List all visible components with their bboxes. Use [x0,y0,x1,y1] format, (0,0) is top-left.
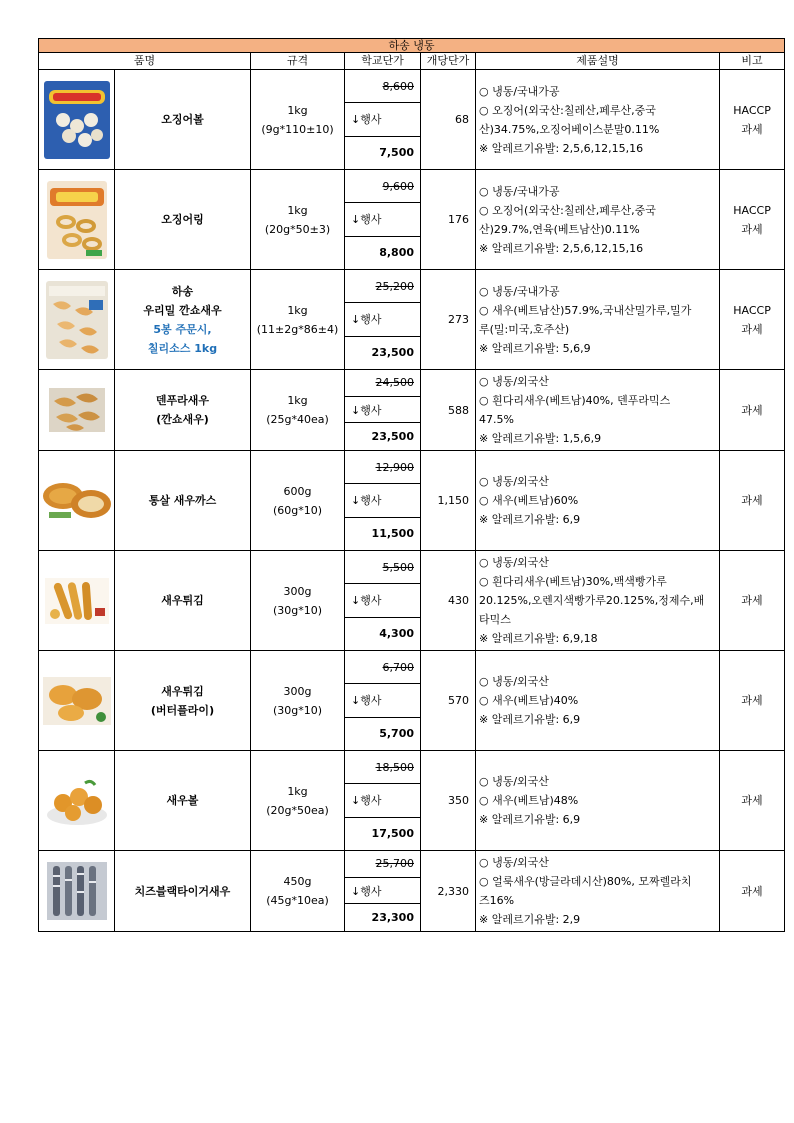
product-spec [251,851,345,932]
header-description: 제품설명 [476,53,720,70]
unit-price: 176 [421,170,476,270]
desc-line: ○ 냉동/국내가공 [479,184,560,198]
original-price-box [345,70,420,103]
sale-price: 23,300 [371,910,414,924]
spec-line: 300g [283,584,312,598]
desc-line: ○ 오징어(외국산:칠레산,페루산,중국 [479,103,656,117]
product-spec [251,751,345,851]
event-label: ↓행사 [345,784,420,817]
product-row [39,751,785,851]
product-name [115,451,251,551]
shrimp-bag-image [39,280,114,360]
spec-line: 600g [283,484,312,498]
product-spec [251,270,345,370]
original-price: 5,500 [382,560,414,574]
spec-line: (9g*110±10) [261,122,334,136]
desc-line: ※ 알레르기유발: 2,5,6,12,15,16 [479,241,644,255]
tiger-shrimp-image [39,862,114,920]
original-price: 12,900 [375,460,414,474]
original-price-box [345,751,420,784]
desc-line: 산)29.7%,연육(베트남산)0.11% [479,222,640,236]
spec-line: (25g*40ea) [266,413,329,426]
product-name-line: (버터플라이) [150,703,215,717]
product-description [476,551,720,651]
spec-line: 450g [283,875,312,888]
note-line: HACCP [733,203,771,217]
product-note [720,451,785,551]
product-note [720,70,785,170]
note-line: 과세 [741,403,763,417]
desc-line: 루(밀:미국,호주산) [479,322,570,336]
product-row [39,651,785,751]
product-row [39,170,785,270]
spec-line: (30g*10) [272,603,323,617]
product-description [476,270,720,370]
original-price: 25,700 [375,857,414,871]
product-name [115,651,251,751]
desc-line: 산)34.75%,오징어베이스분말0.11% [479,122,660,136]
desc-line: ※ 알레르기유발: 6,9 [479,713,581,726]
product-name-line: 덴푸라새우 [155,394,210,407]
note-line: 과세 [741,694,763,707]
desc-line: ※ 알레르기유발: 1,5,6,9 [479,432,602,445]
header-school-price: 학교단가 [345,53,421,70]
school-price-cell [345,370,421,451]
desc-line: ※ 알레르기유발: 2,5,6,12,15,16 [479,141,644,155]
product-description [476,751,720,851]
desc-line: ○ 냉동/외국산 [479,775,549,788]
spec-line: 1kg [287,394,308,407]
product-description [476,370,720,451]
spec-line: 1kg [287,203,308,217]
desc-line: ○ 흰다리새우(베트남)40%, 덴푸라믹스 [479,394,671,407]
school-price-cell [345,851,421,932]
original-price-box [345,370,420,397]
product-description [476,70,720,170]
note-line: HACCP [733,103,771,117]
product-row [39,551,785,651]
school-price-cell [345,551,421,651]
product-row [39,270,785,370]
product-spec [251,451,345,551]
shrimp-ball-image [39,775,114,827]
header-unit-price: 개당단가 [421,53,476,70]
desc-line: ○ 냉동/외국산 [479,675,549,688]
unit-price: 570 [421,651,476,751]
product-description [476,851,720,932]
sale-price: 11,500 [371,527,414,541]
sale-price: 5,700 [379,727,414,741]
sale-price: 23,500 [371,429,414,443]
shrimp-cutlet-image [39,478,114,524]
squid-ring-bag-image [39,180,114,260]
original-price: 6,700 [382,660,414,674]
product-note [720,270,785,370]
product-note [720,370,785,451]
desc-line: ※ 알레르기유발: 6,9 [479,813,581,826]
product-name-line: 오징어링 [161,213,204,226]
product-note [720,651,785,751]
product-name [115,551,251,651]
blue-line: 칠리소스 1kg [147,341,218,355]
sale-price: 4,300 [379,627,414,641]
product-image-cell [39,851,115,932]
spec-line: 1kg [287,303,308,317]
note-line: 과세 [741,122,763,136]
event-label: ↓행사 [345,584,420,617]
spec-line: (45g*10ea) [266,894,329,907]
product-name [115,70,251,170]
desc-line: ○ 냉동/외국산 [479,556,549,569]
header-spec: 규격 [251,53,345,70]
unit-price: 350 [421,751,476,851]
note-line: HACCP [733,303,771,317]
product-name-line: 하송 [171,284,194,298]
product-description [476,451,720,551]
product-name [115,851,251,932]
product-image-cell [39,270,115,370]
unit-price: 2,330 [421,851,476,932]
original-price-box [345,170,420,203]
school-price-cell [345,451,421,551]
product-image-cell [39,370,115,451]
product-spec [251,370,345,451]
event-label: ↓행사 [345,684,420,717]
product-note [720,751,785,851]
product-image-cell [39,451,115,551]
product-price-table [38,38,785,932]
desc-line: ※ 알레르기유발: 6,9,18 [479,632,598,645]
unit-price: 273 [421,270,476,370]
original-price-box [345,451,420,484]
spec-line: (11±2g*86±4) [256,322,339,336]
spec-line: (20g*50ea) [266,803,329,817]
spec-line: 300g [283,684,312,698]
product-row [39,70,785,170]
desc-line: 즈16% [479,894,515,907]
note-line: 과세 [741,322,763,336]
product-name-line: 새우튀김 [161,594,204,607]
event-label: ↓행사 [345,878,420,905]
note-line: 과세 [741,494,763,507]
spec-line: (60g*10) [272,503,323,517]
original-price-box [345,851,420,878]
original-price: 25,200 [375,279,414,293]
original-price: 24,500 [375,376,414,390]
school-price-cell [345,270,421,370]
desc-line: ※ 알레르기유발: 2,9 [479,913,581,926]
event-label: ↓행사 [345,303,420,336]
product-note [720,851,785,932]
event-label: ↓행사 [345,397,420,424]
note-line: 과세 [741,222,763,236]
unit-price: 68 [421,70,476,170]
product-name [115,270,251,370]
original-price: 8,600 [382,79,414,93]
note-line: 과세 [741,594,763,607]
product-name-line: 통살 새우까스 [148,494,217,507]
tempura-shrimp-image [39,387,114,433]
spec-line: 1kg [287,784,308,798]
note-line: 과세 [741,794,763,807]
desc-line: 타믹스 [479,613,511,626]
product-note [720,170,785,270]
butterfly-shrimp-image [39,677,114,725]
school-price-cell [345,170,421,270]
spec-line: (20g*50±3) [264,222,331,236]
note-line: 과세 [741,884,763,898]
unit-price: 1,150 [421,451,476,551]
spec-line: (30g*10) [272,703,323,717]
product-spec [251,651,345,751]
product-spec [251,551,345,651]
sale-price: 23,500 [371,346,414,360]
product-name-line: 우리밀 깐쇼새우 [143,303,222,317]
fried-shrimp-image [39,578,114,624]
header-product-name: 품명 [39,53,251,70]
original-price-box [345,551,420,584]
product-name [115,751,251,851]
product-name-line: 새우튀김 [161,684,204,698]
school-price-cell [345,651,421,751]
event-label: ↓행사 [345,484,420,517]
product-name-line: 오징어볼 [161,113,204,126]
desc-line: ※ 알레르기유발: 6,9 [479,513,581,526]
product-description [476,651,720,751]
desc-line: ※ 알레르기유발: 5,6,9 [479,341,591,355]
school-price-cell [345,70,421,170]
desc-line: ○ 새우(베트남산)57.9%,국내산밀가루,밀가 [479,303,692,317]
product-note [720,551,785,651]
product-image-cell [39,70,115,170]
desc-line: ○ 냉동/외국산 [479,375,549,388]
squid-ball-bag-image [39,80,114,160]
desc-line: ○ 새우(베트남)40% [479,694,579,707]
event-label: ↓행사 [345,103,420,136]
unit-price: 588 [421,370,476,451]
product-image-cell [39,651,115,751]
original-price: 9,600 [382,179,414,193]
product-description [476,170,720,270]
product-row [39,370,785,451]
desc-line: ○ 얼룩새우(방글라데시산)80%, 모짜렐라치 [479,875,692,888]
original-price-box [345,651,420,684]
desc-line: ○ 냉동/국내가공 [479,84,560,98]
product-spec [251,170,345,270]
product-name-line: 치즈블랙타이거새우 [134,884,231,898]
desc-line: ○ 흰다리새우(베트남)30%,백색빵가루 [479,575,667,588]
desc-line: ○ 냉동/국내가공 [479,284,560,298]
sale-price: 7,500 [379,146,414,160]
product-name-line: 새우볼 [166,794,199,807]
desc-line: ○ 냉동/외국산 [479,856,549,869]
desc-line: ○ 새우(베트남)60% [479,494,579,507]
sale-price: 8,800 [379,246,414,260]
spec-line: 1kg [287,103,308,117]
desc-line: 47.5% [479,413,514,426]
desc-line: ○ 오징어(외국산:칠레산,페루산,중국 [479,203,656,217]
original-price-box [345,270,420,303]
desc-line: ○ 새우(베트남)48% [479,794,579,807]
product-name [115,170,251,270]
product-name-line: (깐쇼새우) [156,413,209,426]
product-name [115,370,251,451]
header-note: 비고 [720,53,785,70]
school-price-cell [345,751,421,851]
desc-line: 20.125%,오렌지색빵가루20.125%,정제수,배 [479,594,705,607]
blue-line: 5봉 주문시, [153,322,212,336]
product-row [39,851,785,932]
sale-price: 17,500 [371,827,414,841]
product-spec [251,70,345,170]
product-image-cell [39,751,115,851]
event-label: ↓행사 [345,203,420,236]
product-image-cell [39,170,115,270]
original-price: 18,500 [375,760,414,774]
unit-price: 430 [421,551,476,651]
product-image-cell [39,551,115,651]
table-title: 하송 냉동 [39,39,785,53]
desc-line: ○ 냉동/외국산 [479,475,549,488]
product-row [39,451,785,551]
